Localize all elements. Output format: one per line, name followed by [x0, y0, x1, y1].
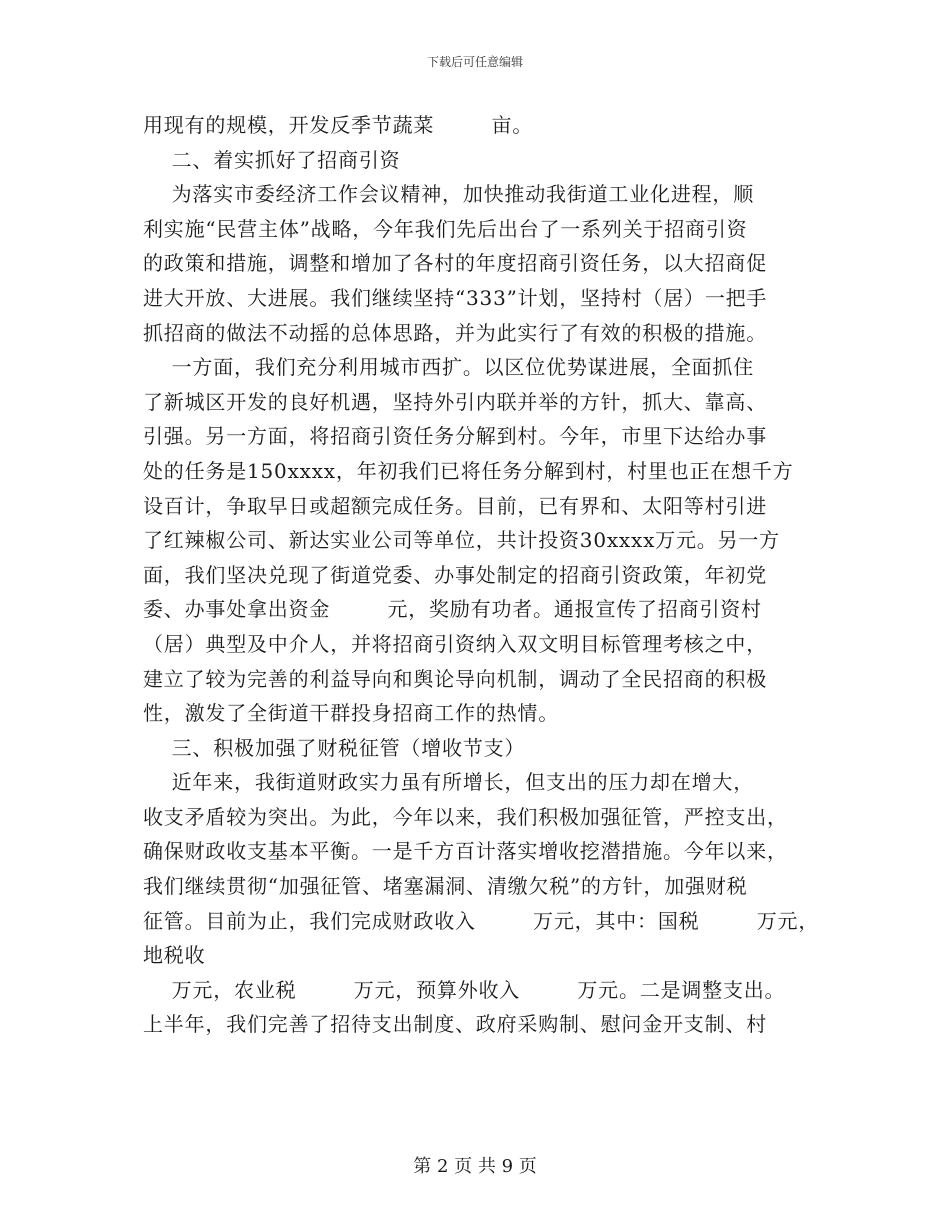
page-number: 第 2 页 共 9 页 [413, 1156, 537, 1177]
body-line: 一方面，我们充分利用城市西扩。以区位优势谋进展，全面抓住 [143, 355, 755, 380]
body-line: （居）典型及中介人，并将招商引资纳入双文明目标管理考核之中， [143, 631, 767, 656]
body-line: 抓招商的做法不动摇的总体思路，并为此实行了有效的积极的措施。 [143, 320, 767, 345]
body-line: 设百计，争取早日或超额完成任务。目前，已有界和、太阳等村引进 [143, 493, 767, 518]
body-line: 近年来，我街道财政实力虽有所增长，但支出的压力却在增大， [143, 770, 755, 795]
body-line: 建立了较为完善的利益导向和舆论导向机制，调动了全民招商的积极 [143, 666, 767, 691]
body-line: 确保财政收支基本平衡。一是千方百计落实增收挖潜措施。今年以来， [143, 839, 788, 864]
body-line: 用现有的规模，开发反季节蔬菜 亩。 [143, 113, 534, 137]
body-line: 收支矛盾较为突出。为此，今年以来，我们积极加强征管，严控支出， [143, 804, 788, 829]
document-body [143, 108, 820, 1042]
body-line: 处的任务是150xxxx，年初我们已将任务分解到村，村里也正在想千方 [143, 458, 794, 483]
body-line: 性，激发了全街道干群投身招商工作的热情。 [143, 701, 559, 726]
body-line: 委、办事处拿出资金 元，奖励有功者。通报宣传了招商引资村 [143, 597, 762, 622]
body-line: 地税收 [143, 943, 206, 968]
section-heading: 三、积极加强了财税征管（增收节支） [143, 735, 526, 760]
body-line: 我们继续贯彻“加强征管、堵塞漏洞、清缴欠税”的方针，加强财税 [143, 874, 748, 899]
body-line: 面，我们坚决兑现了街道党委、办事处制定的招商引资政策，年初党 [143, 562, 767, 587]
body-line: 上半年，我们完善了招待支出制度、政府采购制、慰问金开支制、村 [143, 1012, 767, 1037]
body-line: 利实施“民营主体”战略，今年我们先后出台了一系列关于招商引资 [143, 216, 748, 241]
body-line: 万元，农业税 万元，预算外收入 万元。二是调整支出。 [143, 977, 786, 1002]
section-heading: 二、着实抓好了招商引资 [143, 147, 401, 172]
page-header-note: 下载后可任意编辑 [426, 55, 523, 69]
body-line: 进大开放、大进展。我们继续坚持“333”计划，坚持村（居）一把手 [143, 285, 768, 310]
body-line: 了新城区开发的良好机遇，坚持外引内联并举的方针，抓大、靠高、 [143, 389, 767, 414]
body-line: 为落实市委经济工作会议精神，加快推动我街道工业化进程，顺 [143, 182, 755, 207]
body-line: 引强。另一方面，将招商引资任务分解到村。今年，市里下达给办事 [143, 424, 767, 449]
body-line: 了红辣椒公司、新达实业公司等单位，共计投资30xxxx万元。另一方 [143, 528, 780, 553]
body-line: 的政策和措施，调整和增加了各村的年度招商引资任务，以大招商促 [143, 251, 767, 276]
body-line: 征管。目前为止，我们完成财政收入 万元，其中：国税 万元， [143, 908, 820, 933]
